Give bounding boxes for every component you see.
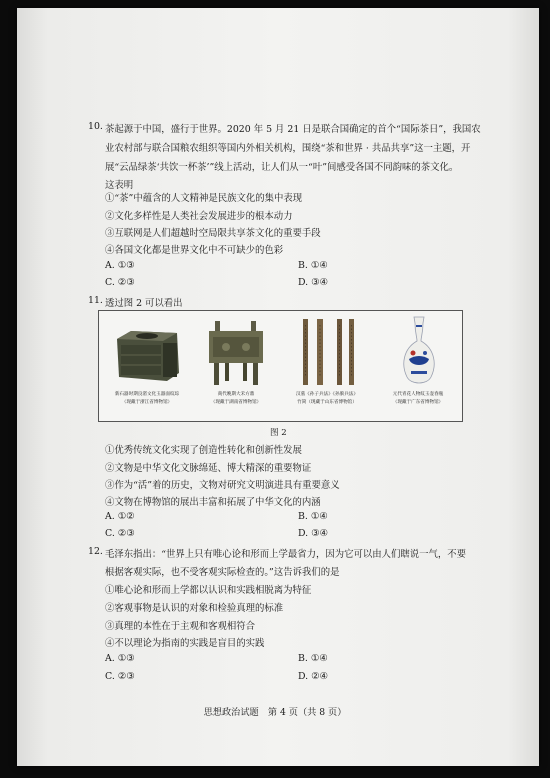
q11-option-a: A. ①② bbox=[105, 511, 135, 522]
q10-statement-4: ④各国文化都是世界文化中不可缺少的色彩 bbox=[105, 245, 284, 256]
figure-caption-3-line-2: 竹简（现藏于山东省博物馆） bbox=[297, 400, 357, 405]
q10-option-d: D. ③④ bbox=[298, 277, 328, 288]
figure-caption-2-line-1: 商代晚期大禾方鼎 bbox=[217, 392, 255, 397]
q10-stem-line-3: 展“云品绿茶‘共饮一杯茶’”线上活动，让人们从一“叶”间感受各国不同韵味的茶文化。 bbox=[105, 162, 459, 173]
q11-statement-4: ④文物在博物馆的展出丰富和拓展了中华文化的内涵 bbox=[105, 497, 321, 508]
figure-caption-2 bbox=[194, 391, 278, 407]
page-footer: 思想政治试题 第 4 页（共 8 页） bbox=[203, 707, 347, 718]
q10-statement-1: ①“茶”中蕴含的人文精神是民族文化的集中表现 bbox=[105, 193, 303, 204]
bamboo-slips-image bbox=[299, 317, 359, 387]
q11-stem: 透过图 2 可以看出 bbox=[105, 298, 183, 309]
q12-option-a: A. ①③ bbox=[105, 653, 135, 664]
q10-stem-line-1: 茶起源于中国，盛行于世界。2020 年 5 月 21 日是联合国确定的首个“国际茶日”，我国农 bbox=[105, 124, 481, 135]
q10-option-a: A. ①③ bbox=[105, 260, 135, 271]
jade-cong-image bbox=[111, 325, 183, 387]
q11-statement-3: ③作为“活”着的历史，文物对研究文明演进具有重要意义 bbox=[105, 480, 340, 491]
q12-statement-1: ①唯心论和形而上学都以认识和实践相脱离为特征 bbox=[105, 585, 312, 596]
q11-statement-2: ②文物是中华文化文脉绵延、博大精深的重要物证 bbox=[105, 463, 312, 474]
q12-statement-2: ②客观事物是认识的对象和检验真理的标准 bbox=[105, 603, 284, 614]
figure-caption-1 bbox=[103, 391, 191, 407]
figure-2 bbox=[98, 310, 463, 422]
q10-statement-3: ③互联网是人们超越时空局限共享茶文化的重要手段 bbox=[105, 228, 321, 239]
bronze-ding-image bbox=[201, 319, 271, 389]
q11-option-c: C. ②③ bbox=[105, 528, 135, 539]
q11-option-d: D. ③④ bbox=[298, 528, 328, 539]
q11-option-b: B. ①④ bbox=[298, 511, 328, 522]
figure-caption-4 bbox=[376, 391, 460, 407]
q10-statement-2: ②文化多样性是人类社会发展进步的根本动力 bbox=[105, 211, 293, 222]
figure-caption-1-line-1: 新石器时期良渚文化玉器面纹琮 bbox=[114, 392, 180, 397]
figure-2-label: 图 2 bbox=[270, 428, 287, 438]
q10-option-b: B. ①④ bbox=[298, 260, 328, 271]
q12-option-d: D. ②④ bbox=[298, 671, 328, 682]
q12-option-c: C. ②③ bbox=[105, 671, 135, 682]
q10-option-c: C. ②③ bbox=[105, 277, 135, 288]
porcelain-vase-image bbox=[399, 315, 439, 389]
q12-statement-3: ③真理的本性在于主观和客观相符合 bbox=[105, 621, 256, 632]
figure-caption-4-line-2: （现藏于广东省博物馆） bbox=[392, 400, 444, 405]
figure-caption-4-line-1: 元代青花人物纹玉壶春瓶 bbox=[392, 392, 444, 397]
q12-option-b: B. ①④ bbox=[298, 653, 328, 664]
figure-caption-3-line-1: 汉墓《孙子兵法》《孙膑兵法》 bbox=[295, 392, 358, 397]
figure-caption-1-line-2: （现藏于浙江省博物馆） bbox=[121, 400, 173, 405]
q12-stem-line-1: 毛泽东指出：“世界上只有唯心论和形而上学最省力，因为它可以由人们瞎说一气，不要 bbox=[105, 549, 467, 560]
q12-stem-line-2: 根据客观实际，也不受客观实际检查的。”这告诉我们的是 bbox=[105, 567, 340, 578]
q10-number: 10. bbox=[88, 121, 103, 132]
q11-number: 11. bbox=[88, 295, 103, 306]
q11-statement-1: ①优秀传统文化实现了创造性转化和创新性发展 bbox=[105, 445, 302, 456]
figure-caption-2-line-2: （现藏于湖南省博物馆） bbox=[210, 400, 262, 405]
q10-stem-line-4: 这表明 bbox=[105, 180, 134, 191]
figure-caption-3 bbox=[281, 391, 373, 407]
q12-number: 12. bbox=[88, 546, 103, 557]
q12-statement-4: ④不以理论为指南的实践是盲目的实践 bbox=[105, 638, 265, 649]
q10-stem-line-2: 业农村部与联合国粮农组织等国内外相关机构，围绕“茶和世界 · 共品共享”这一主题，开 bbox=[105, 143, 471, 154]
